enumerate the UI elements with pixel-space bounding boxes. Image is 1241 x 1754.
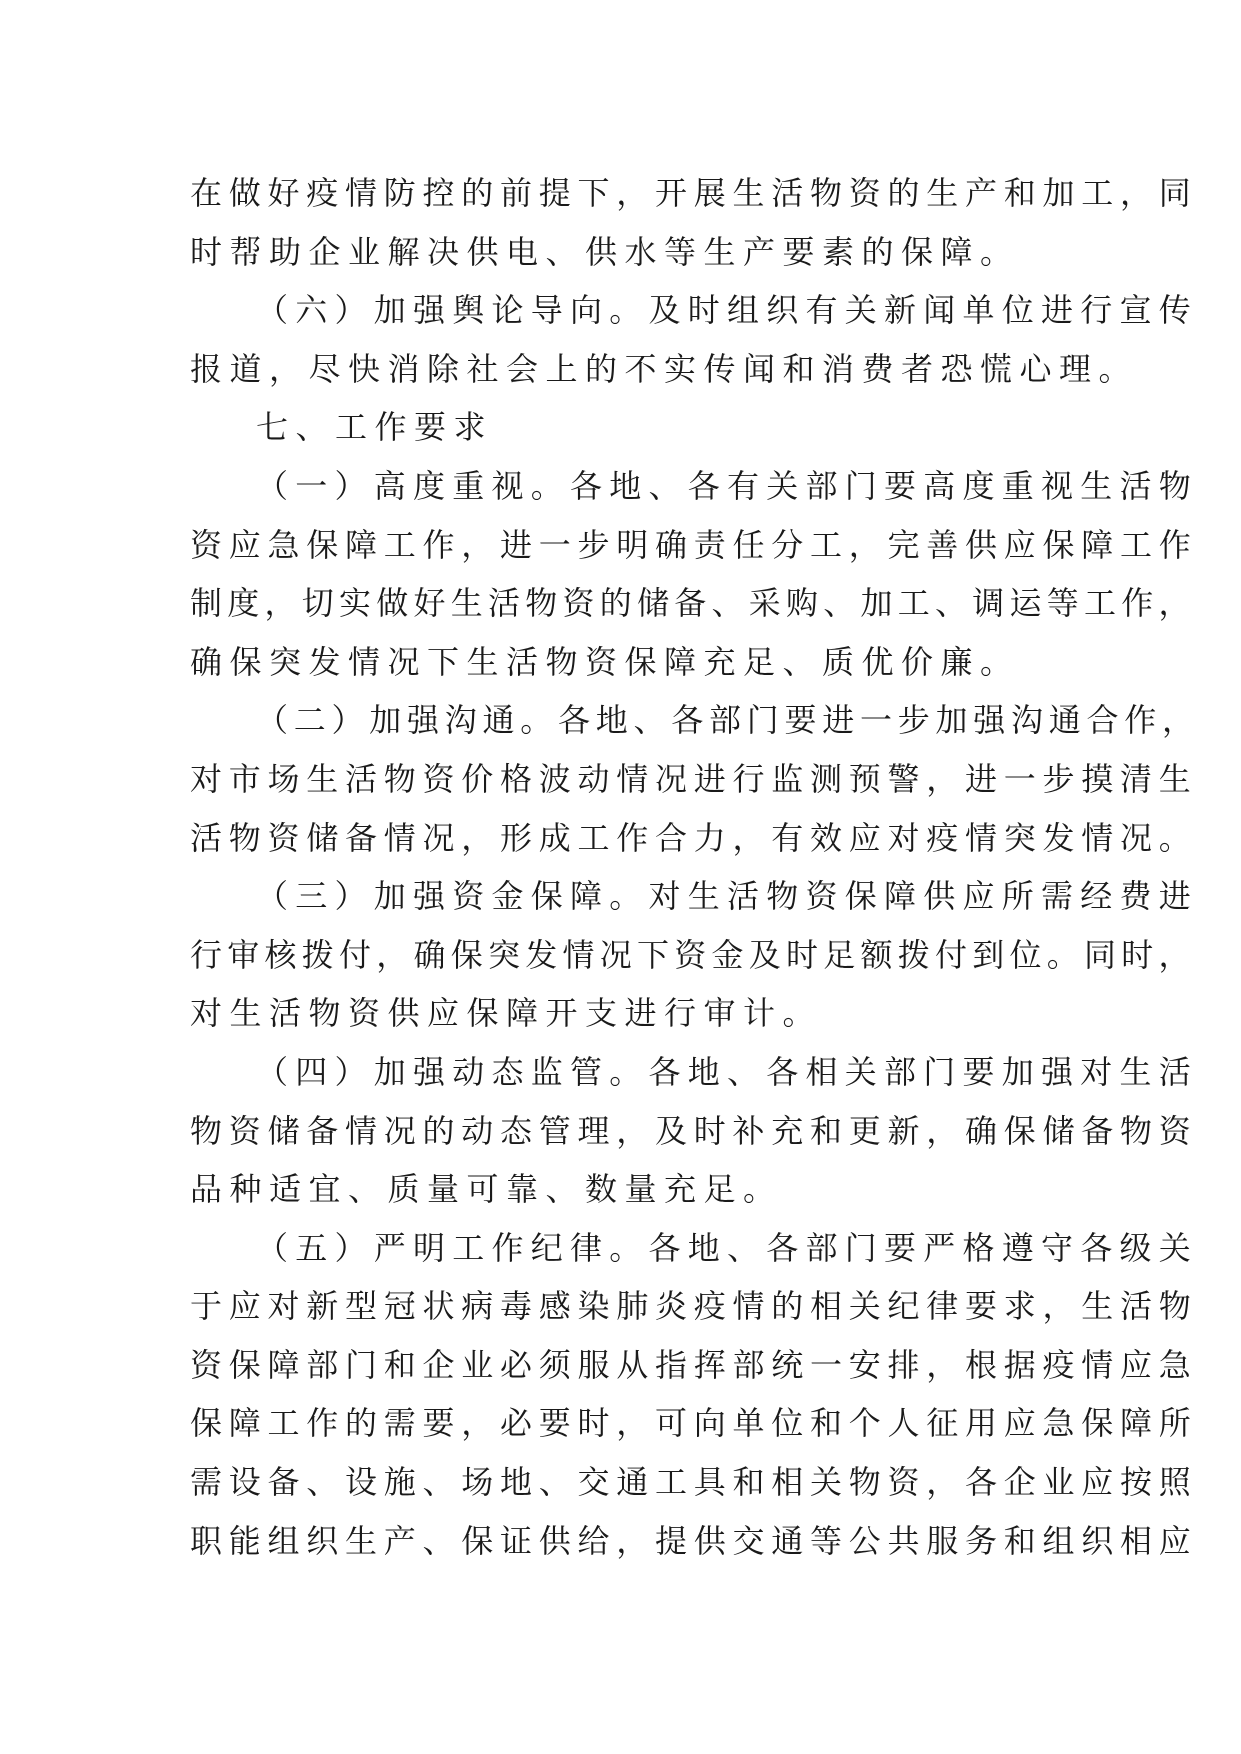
paragraph-two-line: （二）加强沟通。各地、各部门要进一步加强沟通合作，	[256, 701, 1200, 740]
body-line: 品种适宜、质量可靠、数量充足。	[190, 1170, 783, 1209]
body-line: 活物资储备情况，形成工作合力，有效应对疫情突发情况。	[190, 818, 1198, 857]
body-line: 保障工作的需要，必要时，可向单位和个人征用应急保障所	[190, 1404, 1198, 1443]
body-line: 物资储备情况的动态管理，及时补充和更新，确保储备物资	[190, 1111, 1198, 1150]
body-line: 职能组织生产、保证供给，提供交通等公共服务和组织相应	[190, 1521, 1198, 1560]
document-body	[190, 164, 1200, 1570]
body-line: 对市场生活物资价格波动情况进行监测预警，进一步摸清生	[190, 759, 1198, 798]
paragraph-one-line: （一）高度重视。各地、各有关部门要高度重视生活物	[256, 466, 1199, 505]
paragraph-four-line: （四）加强动态监管。各地、各相关部门要加强对生活	[256, 1052, 1199, 1091]
body-line: 报道，尽快消除社会上的不实传闻和消费者恐慌心理。	[190, 349, 1139, 388]
body-line: 对生活物资供应保障开支进行审计。	[190, 994, 823, 1033]
paragraph-five-line: （五）严明工作纪律。各地、各部门要严格遵守各级关	[256, 1228, 1199, 1267]
paragraph-three-line: （三）加强资金保障。对生活物资保障供应所需经费进	[256, 877, 1199, 916]
body-line: 于应对新型冠状病毒感染肺炎疫情的相关纪律要求，生活物	[190, 1287, 1198, 1326]
section-heading: 七、工作要求	[256, 408, 494, 447]
body-line: 确保突发情况下生活物资保障充足、质优价廉。	[190, 642, 1020, 681]
body-line: 资应急保障工作，进一步明确责任分工，完善供应保障工作	[190, 525, 1198, 564]
body-line: 需设备、设施、场地、交通工具和相关物资，各企业应按照	[190, 1463, 1198, 1502]
body-line: 时帮助企业解决供电、供水等生产要素的保障。	[190, 232, 1020, 271]
paragraph-six-line: （六）加强舆论导向。及时组织有关新闻单位进行宣传	[256, 291, 1199, 330]
body-line: 制度，切实做好生活物资的储备、采购、加工、调运等工作，	[190, 584, 1196, 623]
body-line: 在做好疫情防控的前提下，开展生活物资的生产和加工，同	[190, 174, 1198, 212]
body-line: 行审核拨付，确保突发情况下资金及时足额拨付到位。同时，	[190, 935, 1196, 974]
body-line: 资保障部门和企业必须服从指挥部统一安排，根据疫情应急	[190, 1345, 1198, 1384]
